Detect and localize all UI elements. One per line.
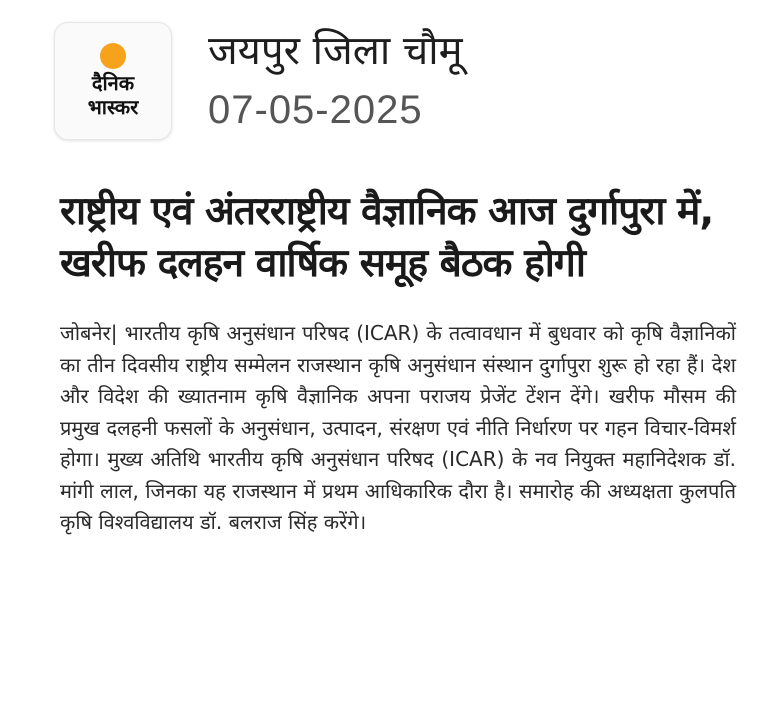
edition-date: 07-05-2025	[208, 88, 423, 132]
article-body: जोबनेर| भारतीय कृषि अनुसंधान परिषद (ICAR) के तत्वावधान में बुधवार को कृषि वैज्ञानिकों का तीन दिवसीय राष्ट्रीय सम्मेलन राजस्थान कृषि अनुसंधान संस्थान दुर्गापुरा शुरू हो रहा हैं। देश और विदेश की ख्यातनाम कृषि वैज्ञानिक अपना पराजय प्रेजेंट टेंशन देंगे। खरीफ मौसम की प्रमुख दलहनी फसलों के अनुसंधान, उत्पादन, संरक्षण एवं नीति निर्धारण पर गहन विचार-विमर्श होगा। मुख्य अतिथि भारतीय कृषि अनुसंधान परिषद (ICAR) के नव नियुक्त महानिदेशक डॉ. मांगी लाल, जिनका यह राजस्थान में प्रथम आधिकारिक दौरा है। समारोह की अध्यक्षता कुलपति कृषि विश्वविद्यालय डॉ. बलराज सिंह करेंगे।	[60, 321, 736, 534]
logo-text-bhaskar: भास्कर	[87, 95, 139, 119]
dainik-bhaskar-logo	[54, 22, 172, 140]
article-headline: राष्ट्रीय एवं अंतरराष्ट्रीय वैज्ञानिक आज दुर्गापुरा में, खरीफ दलहन वार्षिक समूह बैठक होगी	[60, 189, 714, 286]
sun-icon	[100, 43, 126, 69]
edition-place: जयपुर जिला चौमू	[208, 28, 463, 74]
logo-text-dainik: दैनिक	[91, 71, 135, 95]
